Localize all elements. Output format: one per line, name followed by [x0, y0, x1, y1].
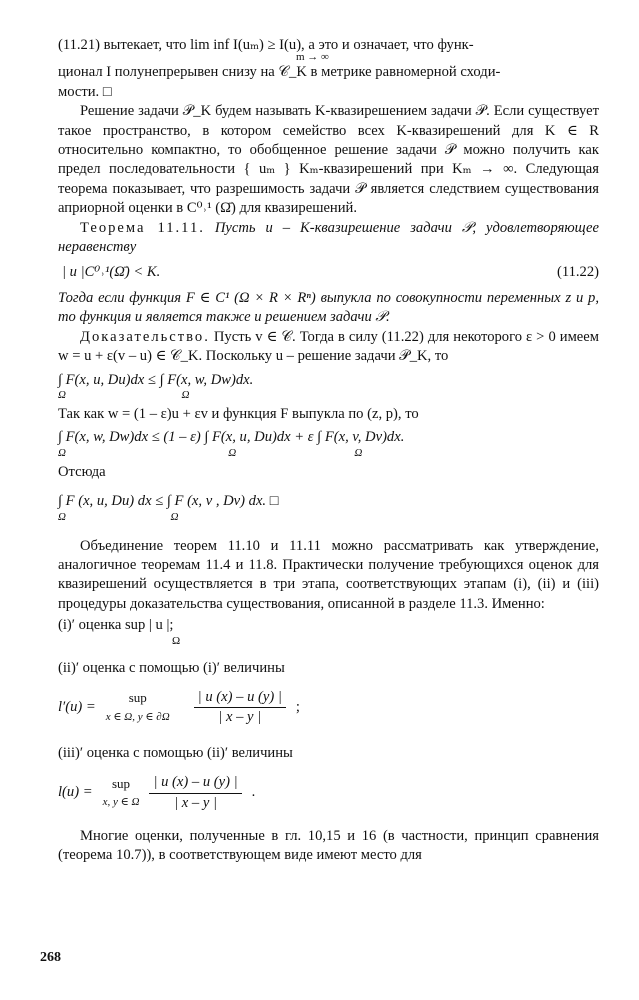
line-2: ционал I полунепрерывен снизу на 𝒞_K в метрике равномерной сходи- — [58, 64, 501, 81]
formula-3 — [58, 492, 599, 522]
lim-subscript: m → ∞ — [296, 51, 329, 64]
theorem-statement: Пусть u – K-квазирешение задачи 𝒫, удовлетворяющее неравенству — [58, 219, 599, 256]
step-i-subscript: Ω — [172, 634, 181, 647]
step-i-text: (i)′ оценка sup | u |; — [58, 617, 174, 634]
l-numerator: | u (x) – u (y) | — [149, 773, 241, 793]
formula-3-subscripts: Ω Ω — [58, 510, 179, 523]
line-3: мости. □ — [58, 83, 112, 100]
l-prime-sup-domain: x ∈ Ω, y ∈ ∂Ω — [105, 710, 170, 723]
formula-l — [58, 773, 599, 813]
l-denominator: | x – y | — [174, 794, 217, 811]
proof-text: Пусть v ∈ 𝒞. Тогда в силу (11.22) для некоторого ε > 0 имеем w = u + ε(v – u) ∈ 𝒞_K. Поскольку u – решение задачи 𝒫_K, то — [58, 328, 599, 365]
line-1: (11.21) вытекает, что lim inf I(uₘ) ≥ I(u), а это и означает, что функ- — [58, 37, 474, 53]
formula-1-subscripts: Ω Ω — [58, 388, 190, 401]
equation-11-22-number: (11.22) — [556, 264, 599, 281]
step-i — [58, 616, 599, 646]
proof-heading: Доказательство. — [80, 328, 210, 345]
l-prime-denominator: | x – y | — [218, 709, 262, 726]
l-prime-end: ; — [295, 699, 300, 716]
theorem-heading: Теорема 11.11. — [80, 219, 205, 236]
formula-l-prime — [58, 688, 599, 728]
formula-2-body: ∫ F(x, w, Dw)dx ≤ (1 – ε) ∫ F(x, u, Du)dx + ε ∫ F(x, v, Dv)dx. — [58, 429, 405, 446]
formula-1 — [58, 371, 599, 401]
l-prime-numerator: | u (x) – u (y) | — [194, 688, 286, 708]
step-iii-text: (iii)′ оценка с помощью (ii)′ величины — [58, 744, 293, 761]
l-sup — [103, 774, 140, 813]
formula-2-subscripts: Ω Ω Ω — [58, 446, 363, 459]
l-prime-fraction — [194, 688, 286, 728]
l-end: . — [251, 784, 256, 801]
paragraph-quasi-solution: Решение задачи 𝒫_K будем называть K-квазирешением задачи 𝒫. Если существует такое пространство, в котором семейство всех K-квазирешений для K ∈ R относительно компактно, то обобщенное решение задачи 𝒫 можно получить как предел последовательности { uₘ } Kₘ-квазирешений при Kₘ → ∞. Следующая теорема показывает, что разрешимость задачи 𝒫 является следствием существования априорной оценки в C⁰˒¹ (Ω̄) для квазирешений. — [58, 103, 599, 217]
l-sup-word: sup — [111, 775, 131, 791]
page-number: 268 — [40, 950, 61, 965]
step-ii-text: (ii)′ оценка с помощью (i)′ величины — [58, 659, 285, 676]
theorem-conclusion: Тогда если функция F ∈ C¹ (Ω × R × Rⁿ) выпукла по совокупности переменных z и p, то функция u является также и решением задачи 𝒫. — [58, 289, 599, 326]
equation-11-22 — [62, 263, 599, 282]
equation-11-22-body: | u |C⁰˒¹(Ω̄) < K. — [62, 264, 161, 281]
l-prime-sup-word: sup — [128, 690, 147, 706]
convexity-line: Так как w = (1 – ε)u + εv и функция F выпукла по (z, p), то — [58, 405, 419, 422]
l-prime-sup — [106, 688, 170, 727]
otsyuda-line: Отсюда — [58, 463, 106, 480]
l-prime-lhs: l′(u) = — [58, 699, 96, 716]
formula-3-body: ∫ F (x, u, Du) dx ≤ ∫ F (x, v , Dv) dx. □ — [58, 493, 279, 510]
paragraph-combination: Объединение теорем 11.10 и 11.11 можно рассматривать как утверждение, аналогичное теоремам 11.4 и 11.8. Практически получение требующихся оценок для квазирешений осуществляется в три этапа, соответствующих этапам (i), (ii) и (iii) процедуры доказательства существования, описанной в разделе 11.3. Именно: — [58, 537, 599, 612]
l-sup-domain: x, y ∈ Ω — [102, 796, 140, 809]
formula-2 — [58, 428, 599, 458]
proof-paragraph — [58, 328, 599, 367]
l-fraction — [149, 773, 241, 813]
formula-1-body: ∫ F(x, u, Du)dx ≤ ∫ F(x, w, Dw)dx. — [58, 371, 254, 388]
l-lhs: l(u) = — [58, 784, 93, 801]
paragraph-estimates: Многие оценки, полученные в гл. 10,15 и 16 (в частности, принцип сравнения (теорема 10.7)), в соответствующем виде имеют место для — [58, 828, 599, 864]
theorem-11-11 — [58, 219, 599, 258]
